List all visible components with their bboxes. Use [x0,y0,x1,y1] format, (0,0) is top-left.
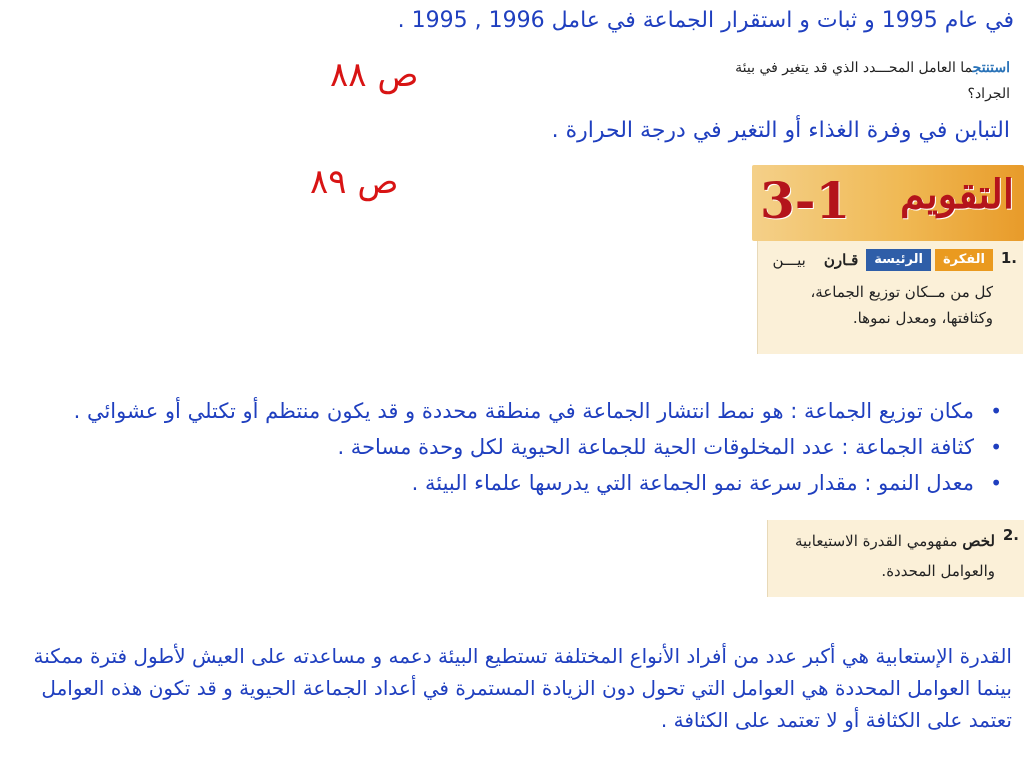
bullet-text: كثافة الجماعة : عدد المخلوقات الحية للجماعة الحيوية لكل وحدة مساحة . [337,435,974,459]
question-2-keyword: لخص [962,532,995,550]
infer-answer: التباين في وفرة الغذاء أو التغير في درجة الحرارة . [551,118,1010,143]
definitions-list [16,393,1006,501]
question-2-box [767,520,1024,597]
evaluation-banner [752,165,1024,241]
tag-key: الرئيسة [866,249,931,271]
question-2-body: مفهومي القدرة الاستيعابية والعوامل المحددة. [795,532,995,580]
main-idea-tags [773,249,993,271]
bullet-icon: • [990,435,1002,459]
infer-question-text: ما العامل المحـــدد الذي قد يتغير في بيئة الجراد؟ [735,60,1010,102]
bullet-text: معدل النمو : مقدار سرعة نمو الجماعة التي يدرسها علماء البيئة . [411,471,974,495]
infer-question [710,55,1010,107]
answer-top-line: في عام 1995 و ثبات و استقرار الجماعة في عامل 1996 , 1995 . [397,8,1014,33]
question-1-number: 1. [1000,249,1017,267]
question-1-text: كل من مــكان توزيع الجماعة، وكثافتها، ومعدل نموها. [810,283,993,327]
infer-keyword: استنتج [972,60,1010,76]
bullet-text: مكان توزيع الجماعة : هو نمط انتشار الجماعة في منطقة محددة و قد يكون منتظم أو تكتلي أو عشوائي . [73,399,974,423]
question-1-box [757,241,1023,354]
list-item [16,393,1006,429]
list-item [16,465,1006,501]
evaluation-section-number: 3-1 [760,171,851,230]
answer-paragraph: القدرة الإستعابية هي أكبر عدد من أفراد الأنواع المختلفة تستطيع البيئة دعمه و مساعدته على العيش لأطول فترة ممكنة بينما العوامل المحددة هي العوامل التي تحول دون الزيادة المستمرة في أعداد الجماعة الحيوية و قد تكون هذه العوامل تعتمد على الكثافة أو لا تعتمد على الكثافة . [33,644,1012,732]
page-reference-88: ص ٨٨ [330,55,419,95]
question-2-number: 2. [1002,526,1019,544]
page-reference-89: ص ٨٩ [310,162,399,202]
bullet-icon: • [990,399,1002,423]
question-1-verb: قـارن [823,251,859,269]
tag-main-idea: الفكرة [935,249,993,271]
question-1-word: بيـــن [772,251,806,269]
bullet-icon: • [990,471,1002,495]
question-2-text [773,526,995,586]
list-item [16,429,1006,465]
evaluation-title: التقويم [899,171,1014,218]
